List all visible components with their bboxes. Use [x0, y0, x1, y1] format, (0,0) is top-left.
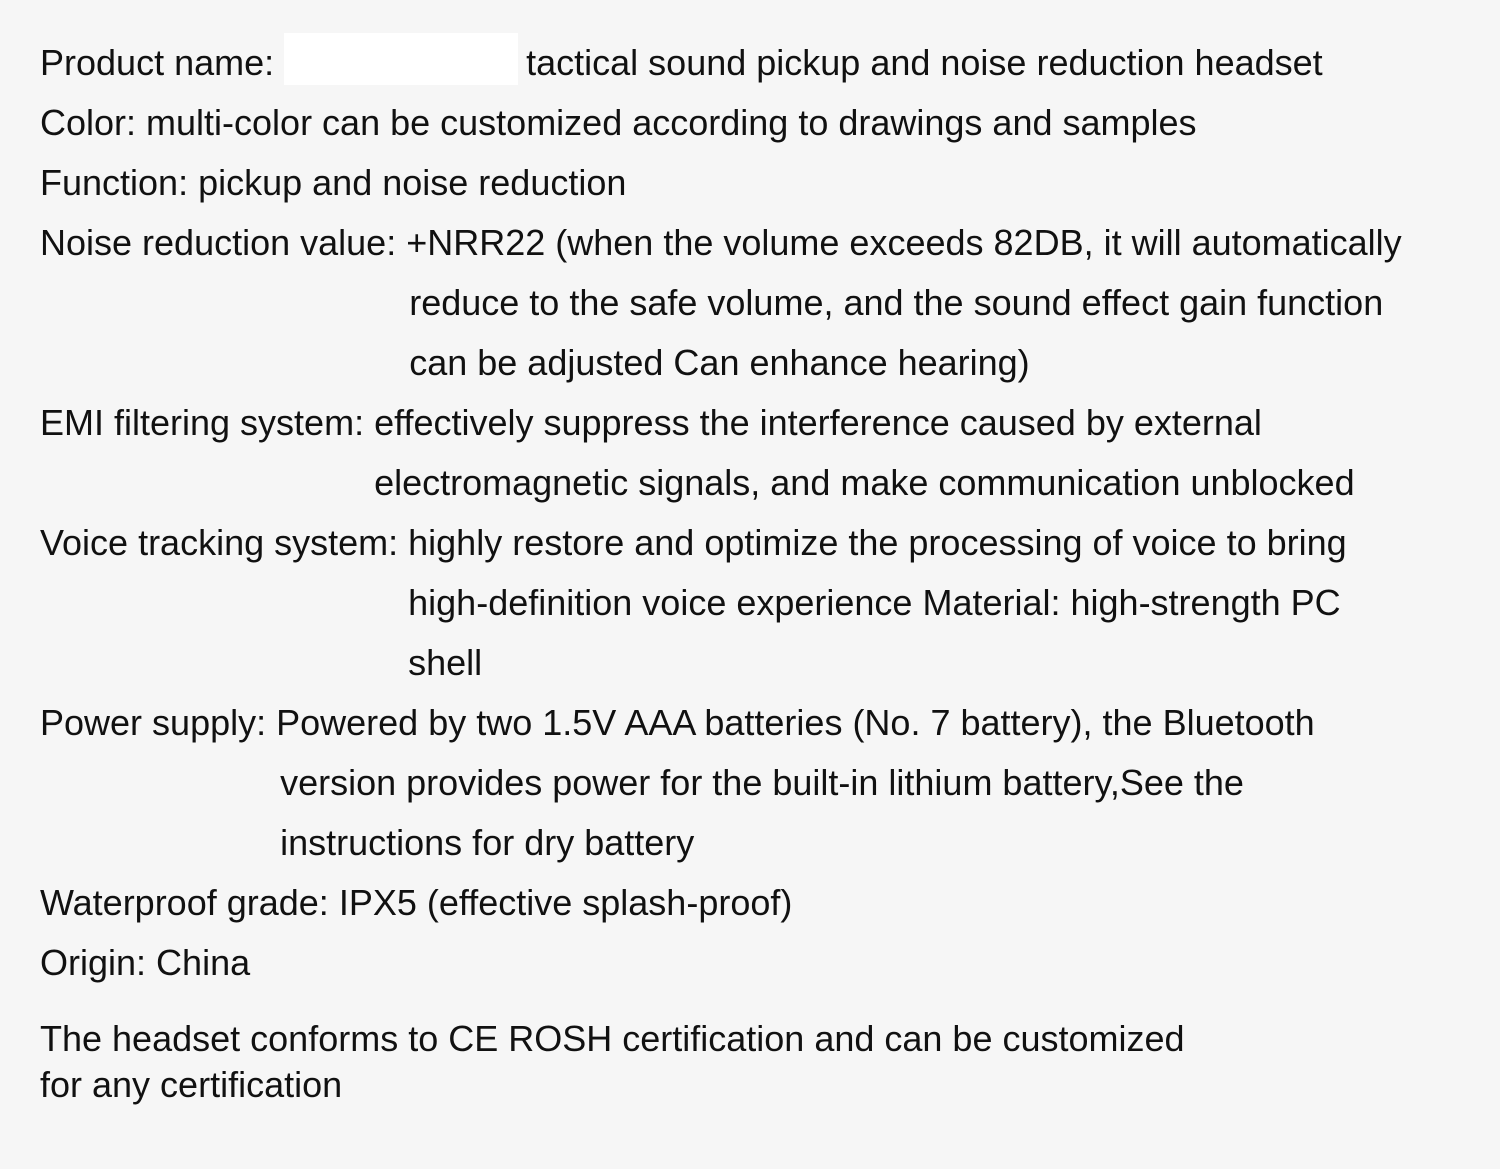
- redacted-brand-box: [284, 33, 518, 85]
- spec-value-line: effectively suppress the interference caused by external: [374, 402, 1262, 443]
- spec-value-line: instructions for dry battery: [280, 822, 695, 863]
- spec-label-color: Color:: [40, 102, 147, 143]
- spec-value-voice-tracking: [408, 513, 1347, 693]
- spec-label-noise-reduction: Noise reduction value:: [40, 222, 407, 263]
- spec-value-line: +NRR22 (when the volume exceeds 82DB, it will automatically: [406, 222, 1402, 263]
- spec-label-product-name: Product name:: [40, 42, 275, 83]
- certification-note-line: The headset conforms to CE ROSH certification and can be customized: [40, 1018, 1185, 1059]
- spec-row-noise-reduction: [40, 213, 1490, 393]
- spec-value-line: version provides power for the built-in lithium battery,See the: [280, 762, 1244, 803]
- spec-value-line: Powered by two 1.5V AAA batteries (No. 7 battery), the Bluetooth: [276, 702, 1315, 743]
- spec-value-line: electromagnetic signals, and make communication unblocked: [374, 462, 1355, 503]
- spec-label-waterproof: Waterproof grade:: [40, 882, 339, 923]
- spec-row-function: [40, 153, 1490, 213]
- spec-value-line: highly restore and optimize the processing of voice to bring: [408, 522, 1347, 563]
- spec-value-noise-reduction: [406, 213, 1401, 393]
- spec-row-power: [40, 693, 1490, 873]
- spec-list: [40, 33, 1490, 993]
- spec-value-line: reduce to the safe volume, and the sound effect gain function: [409, 282, 1384, 323]
- certification-note-line: for any certification: [40, 1064, 343, 1105]
- spec-label-origin: Origin:: [40, 942, 157, 983]
- spec-value-power: [276, 693, 1315, 873]
- spec-row-voice-tracking: [40, 513, 1490, 693]
- spec-label-voice-tracking: Voice tracking system:: [40, 522, 409, 563]
- spec-row-color: [40, 93, 1490, 153]
- certification-note: [40, 1016, 1300, 1108]
- spec-value-line: can be adjusted Can enhance hearing): [409, 342, 1030, 383]
- spec-value-function: pickup and noise reduction: [198, 162, 627, 203]
- spec-value-color: multi-color can be customized according to drawings and samples: [146, 102, 1197, 143]
- spec-value-product-name: tactical sound pickup and noise reduction headset: [526, 42, 1323, 83]
- spec-row-product-name: [40, 33, 1490, 93]
- spec-row-origin: [40, 933, 1490, 993]
- spec-label-power: Power supply:: [40, 702, 277, 743]
- spec-value-waterproof: IPX5 (effective splash-proof): [338, 882, 793, 923]
- spec-value-emi: [374, 393, 1355, 513]
- spec-value-line: shell: [408, 642, 483, 683]
- spec-label-emi: EMI filtering system:: [40, 402, 375, 443]
- spec-label-function: Function:: [40, 162, 199, 203]
- spec-value-line: high-definition voice experience Material: high-strength PC: [408, 582, 1341, 623]
- spec-row-emi: [40, 393, 1490, 513]
- spec-value-origin: China: [156, 942, 251, 983]
- spec-row-waterproof: [40, 873, 1490, 933]
